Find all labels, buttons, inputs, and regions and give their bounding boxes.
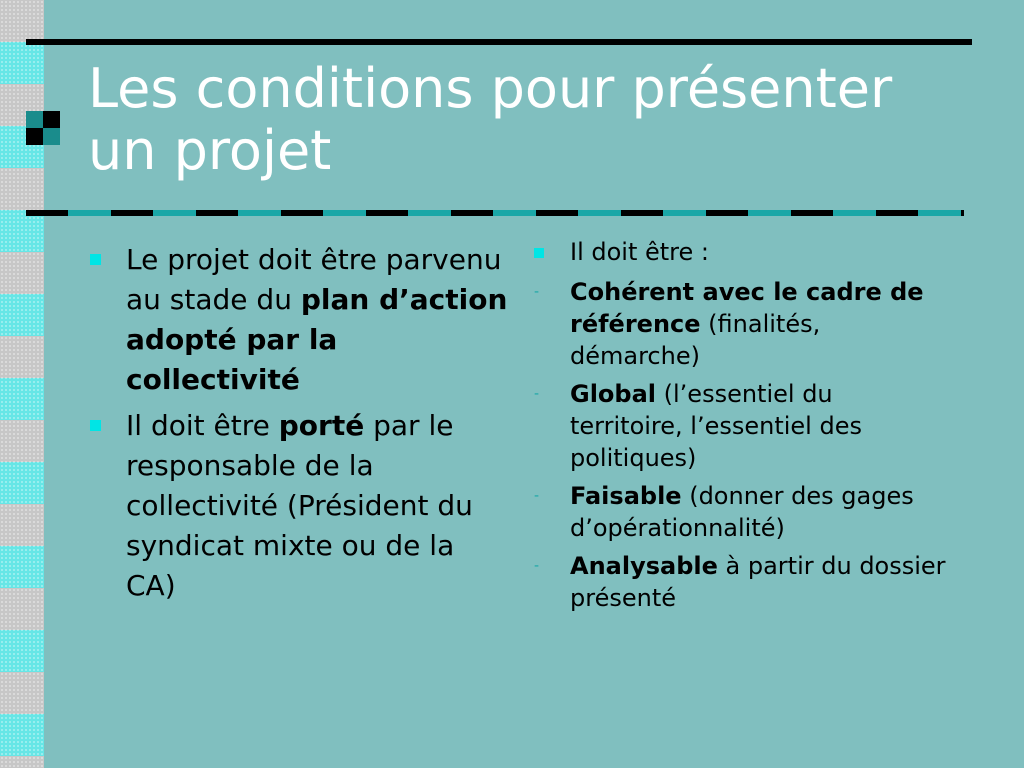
square-bullet-icon [90, 420, 101, 431]
item-text: à partir du dossier présenté [570, 552, 946, 612]
square-bullet-icon [534, 248, 544, 258]
item-bold-text: porté [278, 409, 365, 442]
sub-list-item [528, 550, 948, 614]
dash-bullet-icon: - [534, 488, 540, 504]
sub-list-item [528, 378, 948, 474]
slide-title: Les conditions pour présenter un projet [88, 57, 893, 182]
item-text: (l’essentiel du territoire, l’essentiel des politiques) [570, 380, 862, 472]
item-bold-text: Faisable [570, 482, 682, 510]
list-item [88, 406, 508, 606]
item-text: Le projet doit être parvenu au stade du [126, 243, 502, 316]
heading-text: Il doit être : [570, 238, 709, 266]
right-column [528, 236, 948, 620]
sub-list-item [528, 480, 948, 544]
list-item [88, 240, 508, 400]
item-text: Il doit être [126, 409, 279, 442]
sub-list-item [528, 276, 948, 372]
item-text: par le responsable de la collectivité (Président du syndicat mixte ou de la CA) [126, 409, 473, 602]
left-column [88, 240, 508, 612]
checker-mark-icon [26, 111, 60, 145]
item-bold-text: Cohérent avec le cadre de référence [570, 278, 924, 338]
dash-bullet-icon: - [534, 386, 540, 402]
item-bold-text: plan d’action adopté par la collectivité [126, 283, 508, 396]
dash-bullet-icon: - [534, 284, 540, 300]
top-rule [26, 39, 972, 45]
item-bold-text: Analysable [570, 552, 718, 580]
item-text: (donner des gages d’opérationnalité) [570, 482, 914, 542]
square-bullet-icon [90, 254, 101, 265]
dashed-divider [26, 210, 964, 216]
dash-bullet-icon: - [534, 558, 540, 574]
item-bold-text: Global [570, 380, 657, 408]
list-item [528, 236, 948, 268]
item-text: (finalités, démarche) [570, 310, 821, 370]
